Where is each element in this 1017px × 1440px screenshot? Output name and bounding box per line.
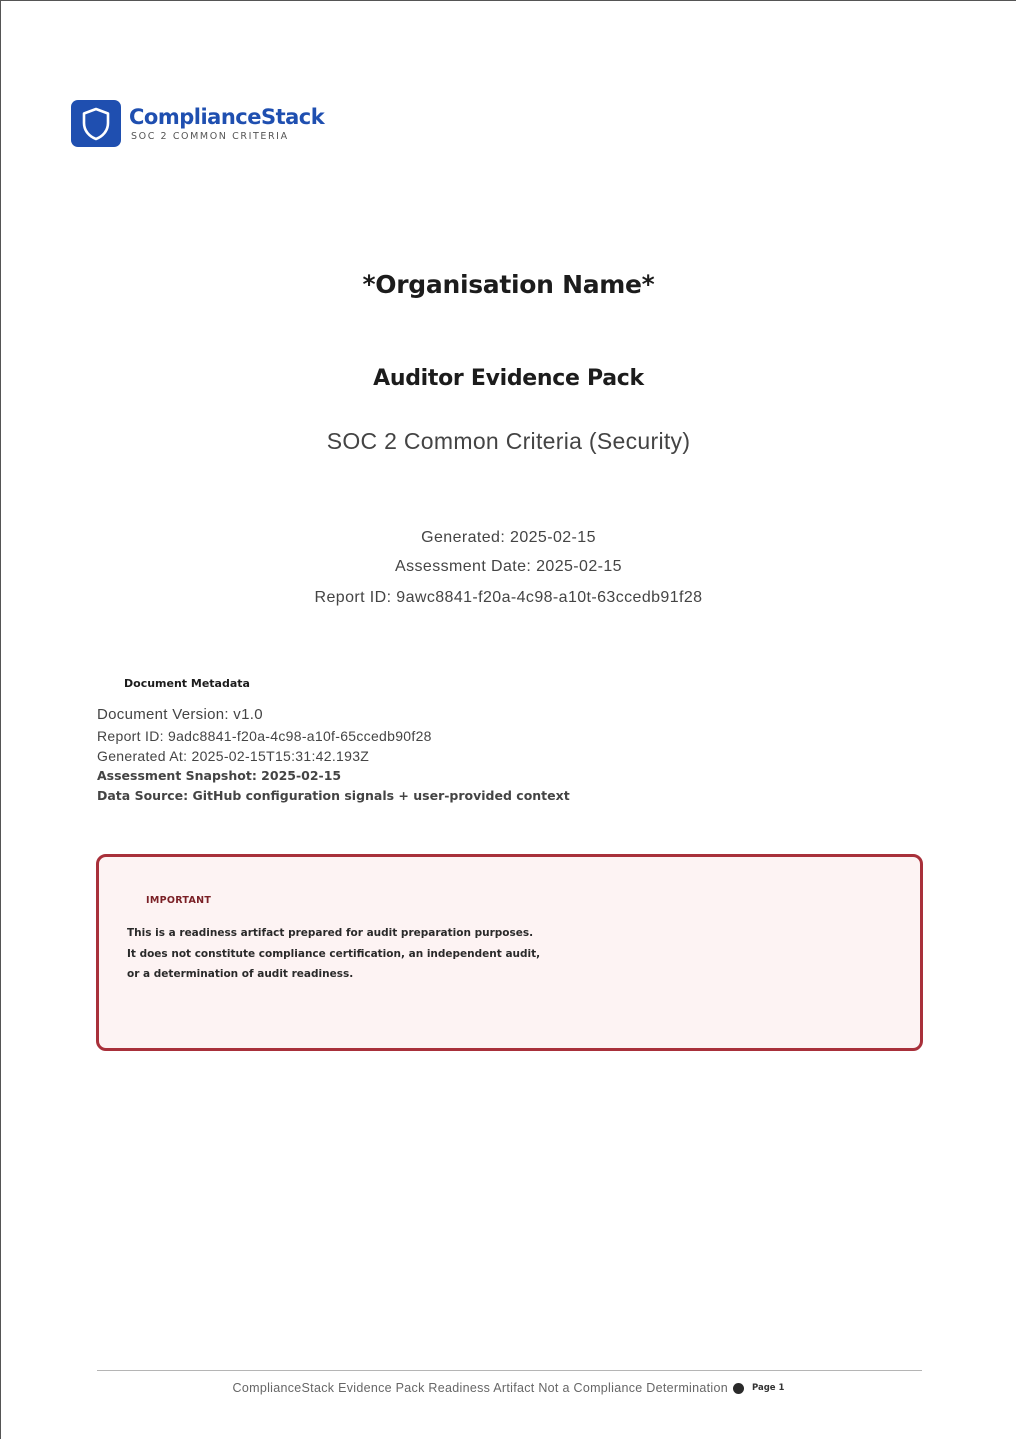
- notice-label: IMPORTANT: [146, 895, 212, 906]
- important-notice: [96, 854, 923, 1051]
- metadata-report-id: Report ID: 9adc8841-f20a-4c98-a10f-65ccedb90f28: [97, 728, 432, 744]
- assessment-date: Assessment Date: 2025-02-15: [395, 558, 622, 575]
- footer-text: ComplianceStack Evidence Pack Readiness Artifact Not a Compliance Determination: [232, 1381, 728, 1395]
- brand-logo: [71, 100, 324, 147]
- metadata-assessment-snapshot: Assessment Snapshot: 2025-02-15: [97, 768, 342, 783]
- metadata-block: [97, 704, 570, 806]
- metadata-heading: Document Metadata: [124, 677, 250, 690]
- notice-line: This is a readiness artifact prepared for audit preparation purposes.: [127, 927, 534, 939]
- organisation-name: *Organisation Name*: [362, 270, 655, 299]
- dot-icon: [733, 1383, 744, 1394]
- brand-text: [129, 105, 324, 142]
- metadata-generated-at: Generated At: 2025-02-15T15:31:42.193Z: [97, 748, 370, 764]
- footer-divider: [97, 1370, 922, 1371]
- notice-line: or a determination of audit readiness.: [127, 968, 354, 980]
- notice-line: It does not constitute compliance certification, an independent audit,: [127, 947, 541, 960]
- notice-text: [127, 923, 540, 985]
- metadata-version: Document Version: v1.0: [97, 706, 263, 723]
- shield-icon: [71, 100, 121, 147]
- page-footer: [0, 1381, 1017, 1395]
- brand-name: ComplianceStack: [129, 105, 325, 129]
- metadata-data-source: Data Source: GitHub configuration signals + user-provided context: [97, 788, 570, 803]
- brand-tagline: SOC 2 COMMON CRITERIA: [131, 131, 289, 142]
- page-number: Page 1: [751, 1383, 785, 1393]
- generated-date: Generated: 2025-02-15: [421, 529, 596, 546]
- document-subtitle: SOC 2 Common Criteria (Security): [326, 428, 691, 454]
- report-id: Report ID: 9awc8841-f20a-4c98-a10t-63ccedb91f28: [314, 589, 703, 606]
- document-title: Auditor Evidence Pack: [373, 366, 644, 391]
